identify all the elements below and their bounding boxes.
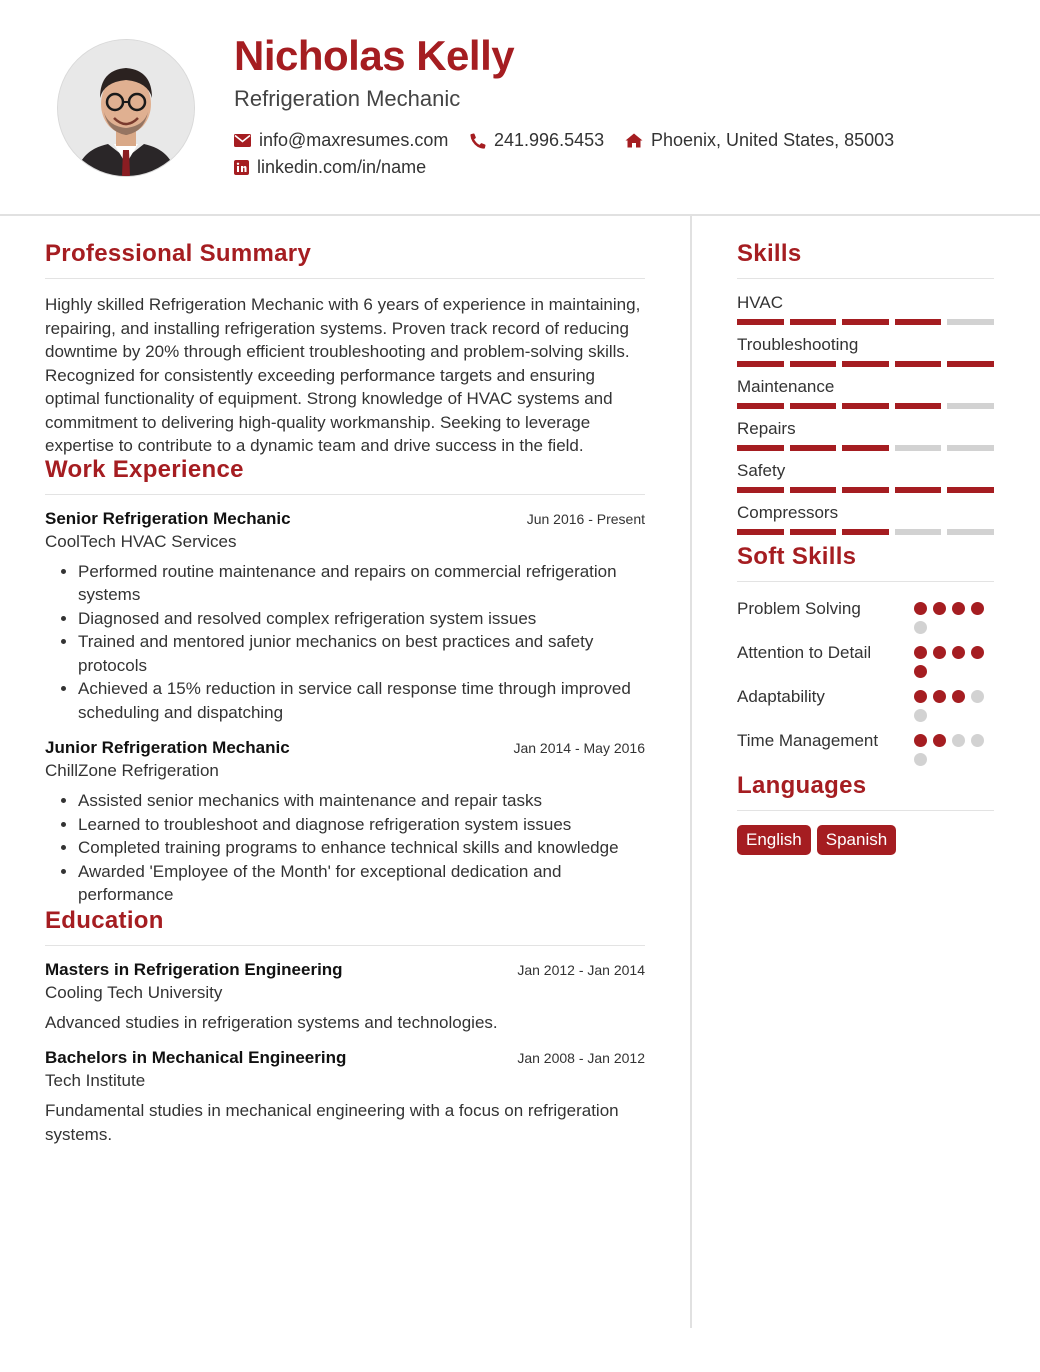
degree-title: Bachelors in Mechanical Engineering (45, 1048, 347, 1067)
skill-item (737, 293, 994, 325)
rating-dot-empty (971, 734, 984, 747)
languages-section (737, 772, 994, 855)
skill-item (737, 461, 994, 493)
job-date: Jun 2016 - Present (526, 510, 645, 527)
job-role: Senior Refrigeration Mechanic (45, 508, 291, 528)
soft-skills-section (737, 543, 994, 766)
degree-title: Masters in Refrigeration Engineering (45, 959, 343, 979)
skill-segment-empty (895, 445, 942, 451)
skill-segment-filled (737, 319, 784, 325)
rating-dot-filled (914, 734, 927, 747)
education-list (45, 960, 645, 1147)
skill-segment-filled (842, 319, 889, 325)
skill-segment-filled (842, 403, 889, 409)
bullet-item: • Completed training programs to enhance technical skills and knowledge (78, 836, 645, 860)
linkedin-text: linkedin.com/in/name (257, 157, 427, 177)
education-entry (45, 960, 645, 1035)
rating-dot-filled (952, 602, 965, 615)
soft-skill-name: Attention to Detail (737, 643, 872, 662)
bullet-item: • Awarded 'Employee of the Month' for exceptional dedication and performance (78, 860, 645, 907)
sidebar-column (737, 240, 994, 855)
job-entry (45, 509, 645, 725)
skill-segment-filled (895, 361, 942, 367)
soft-skill-name: Time Management (737, 731, 879, 750)
rating-dot-filled (914, 646, 927, 659)
skill-segment-filled (790, 487, 837, 493)
bullet-item: • Achieved a 15% reduction in service call response time through improved scheduling and dispatching (78, 677, 645, 724)
job-company: ChillZone Refrigeration (45, 761, 219, 780)
soft-skill-item (737, 684, 994, 722)
soft-skill-item (737, 640, 994, 678)
education-header (45, 1048, 645, 1068)
school-name: Tech Institute (45, 1071, 146, 1090)
bullet-item: • Learned to troubleshoot and diagnose refrigeration system issues (78, 813, 645, 837)
candidate-name: Nicholas Kelly (234, 32, 515, 79)
job-header (45, 509, 645, 529)
profile-photo (58, 40, 194, 176)
education-header (45, 960, 645, 980)
summary-heading: Professional Summary (45, 240, 645, 279)
location-text: Phoenix, United States, 85003 (651, 130, 895, 150)
skill-segment-filled (947, 361, 994, 367)
skill-level-bar (737, 529, 994, 535)
soft-skill-name: Adaptability (737, 687, 825, 706)
rating-dot-filled (971, 646, 984, 659)
skill-segment-empty (947, 319, 994, 325)
rating-dot-filled (914, 602, 927, 615)
linkedin-icon (234, 160, 249, 175)
skill-segment-filled (842, 529, 889, 535)
skill-item (737, 419, 994, 451)
skill-name: Troubleshooting (737, 335, 859, 354)
bullet-item: • Trained and mentored junior mechanics on best practices and safety protocols (78, 630, 645, 677)
job-bullets (45, 789, 645, 907)
skills-heading: Skills (737, 240, 994, 279)
phone-icon (470, 133, 486, 149)
soft-skill-name: Problem Solving (737, 599, 861, 618)
job-company: CoolTech HVAC Services (45, 531, 237, 551)
soft-skill-item (737, 728, 994, 766)
rating-dot-empty (914, 753, 927, 766)
language-badge: Spanish (817, 825, 896, 855)
bullet-item: • Performed routine maintenance and repairs on commercial refrigeration systems (78, 560, 645, 607)
contact-phone[interactable] (470, 130, 604, 151)
education-description: Advanced studies in refrigeration systems and technologies. (45, 1012, 498, 1032)
rating-dot-empty (914, 621, 927, 634)
resume-header (0, 0, 1040, 216)
soft-skill-dots (914, 684, 994, 722)
contact-location (625, 130, 894, 151)
soft-skill-item (737, 596, 994, 634)
skill-level-bar (737, 403, 994, 409)
bullet-item: • Assisted senior mechanics with maintenance and repair tasks (78, 789, 645, 813)
skill-segment-filled (947, 487, 994, 493)
skill-name: Safety (737, 461, 786, 480)
skill-item (737, 503, 994, 535)
email-text: info@maxresumes.com (259, 130, 449, 150)
rating-dot-filled (933, 602, 946, 615)
phone-text: 241.996.5453 (494, 130, 605, 150)
education-date: Jan 2008 - Jan 2012 (517, 1050, 645, 1066)
skill-item (737, 335, 994, 367)
job-role: Junior Refrigeration Mechanic (45, 738, 290, 757)
rating-dot-filled (971, 602, 984, 615)
school-name: Cooling Tech University (45, 982, 223, 1002)
soft-skill-dots (914, 640, 994, 678)
skill-segment-filled (737, 403, 784, 409)
main-column (45, 240, 645, 1160)
skill-segment-filled (790, 361, 837, 367)
skill-item (737, 377, 994, 409)
skill-segment-filled (842, 445, 889, 451)
skill-segment-filled (737, 445, 784, 451)
language-badge: English (737, 825, 811, 855)
job-list (45, 509, 645, 907)
skill-segment-filled (895, 487, 942, 493)
soft-skills-list (737, 596, 994, 766)
job-bullets (45, 560, 645, 725)
skill-segment-empty (947, 403, 994, 409)
rating-dot-empty (971, 690, 984, 703)
avatar (58, 40, 194, 176)
rating-dot-empty (914, 709, 927, 722)
contact-email[interactable] (234, 130, 448, 151)
education-heading: Education (45, 907, 645, 946)
languages-heading: Languages (737, 772, 994, 811)
rating-dot-filled (933, 690, 946, 703)
experience-section (45, 456, 645, 907)
skill-segment-filled (895, 403, 942, 409)
education-entry (45, 1048, 645, 1146)
skill-name: Repairs (737, 419, 796, 438)
skill-segment-filled (790, 403, 837, 409)
job-header (45, 738, 645, 758)
rating-dot-filled (914, 665, 927, 678)
skill-segment-filled (790, 445, 837, 451)
skill-name: Maintenance (737, 377, 835, 396)
skill-name: Compressors (737, 503, 839, 522)
rating-dot-filled (933, 734, 946, 747)
contact-linkedin[interactable] (234, 157, 426, 178)
skill-level-bar (737, 445, 994, 451)
education-description: Fundamental studies in mechanical engineering with a focus on refrigeration systems. (45, 1101, 619, 1144)
skill-segment-filled (895, 319, 942, 325)
skill-level-bar (737, 487, 994, 493)
skill-segment-filled (790, 529, 837, 535)
skill-name: HVAC (737, 293, 783, 312)
languages-list (737, 825, 994, 855)
home-icon (625, 133, 643, 148)
skill-segment-filled (737, 529, 784, 535)
job-date: Jan 2014 - May 2016 (513, 740, 645, 756)
rating-dot-filled (933, 646, 946, 659)
skills-section (737, 240, 994, 535)
bullet-item: • Diagnosed and resolved complex refrigeration system issues (78, 607, 645, 631)
skill-level-bar (737, 319, 994, 325)
skill-segment-empty (947, 445, 994, 451)
skill-segment-empty (895, 529, 942, 535)
experience-heading: Work Experience (45, 456, 645, 495)
column-divider (690, 216, 692, 1328)
skill-segment-empty (947, 529, 994, 535)
skill-segment-filled (842, 361, 889, 367)
education-section (45, 907, 645, 1147)
rating-dot-filled (914, 690, 927, 703)
summary-text: Highly skilled Refrigeration Mechanic with 6 years of experience in maintaining, repairing, and installing refrigeration systems. Proven track record of reducing downtime by 20% through efficient troubleshooting and problem-solving skills. Recognized for consistently exceeding performance targets and ensuring optimal functionality of equipment. Strong knowledge of HVAC systems and commitment to delivering high-quality workmanship. Seeking to leverage expertise to contribute to a dynamic team and drive success in the field. (45, 295, 641, 455)
candidate-title: Refrigeration Mechanic (234, 86, 461, 111)
rating-dot-filled (952, 646, 965, 659)
rating-dot-filled (952, 690, 965, 703)
envelope-icon (234, 134, 251, 147)
soft-skills-heading: Soft Skills (737, 543, 994, 582)
skill-segment-filled (842, 487, 889, 493)
skills-list (737, 293, 994, 535)
job-entry (45, 738, 645, 907)
soft-skill-dots (914, 596, 994, 634)
skill-segment-filled (737, 361, 784, 367)
soft-skill-dots (914, 728, 994, 766)
skill-segment-filled (790, 319, 837, 325)
education-date: Jan 2012 - Jan 2014 (517, 961, 645, 978)
skill-level-bar (737, 361, 994, 367)
summary-section (45, 240, 645, 458)
skill-segment-filled (737, 487, 784, 493)
rating-dot-empty (952, 734, 965, 747)
